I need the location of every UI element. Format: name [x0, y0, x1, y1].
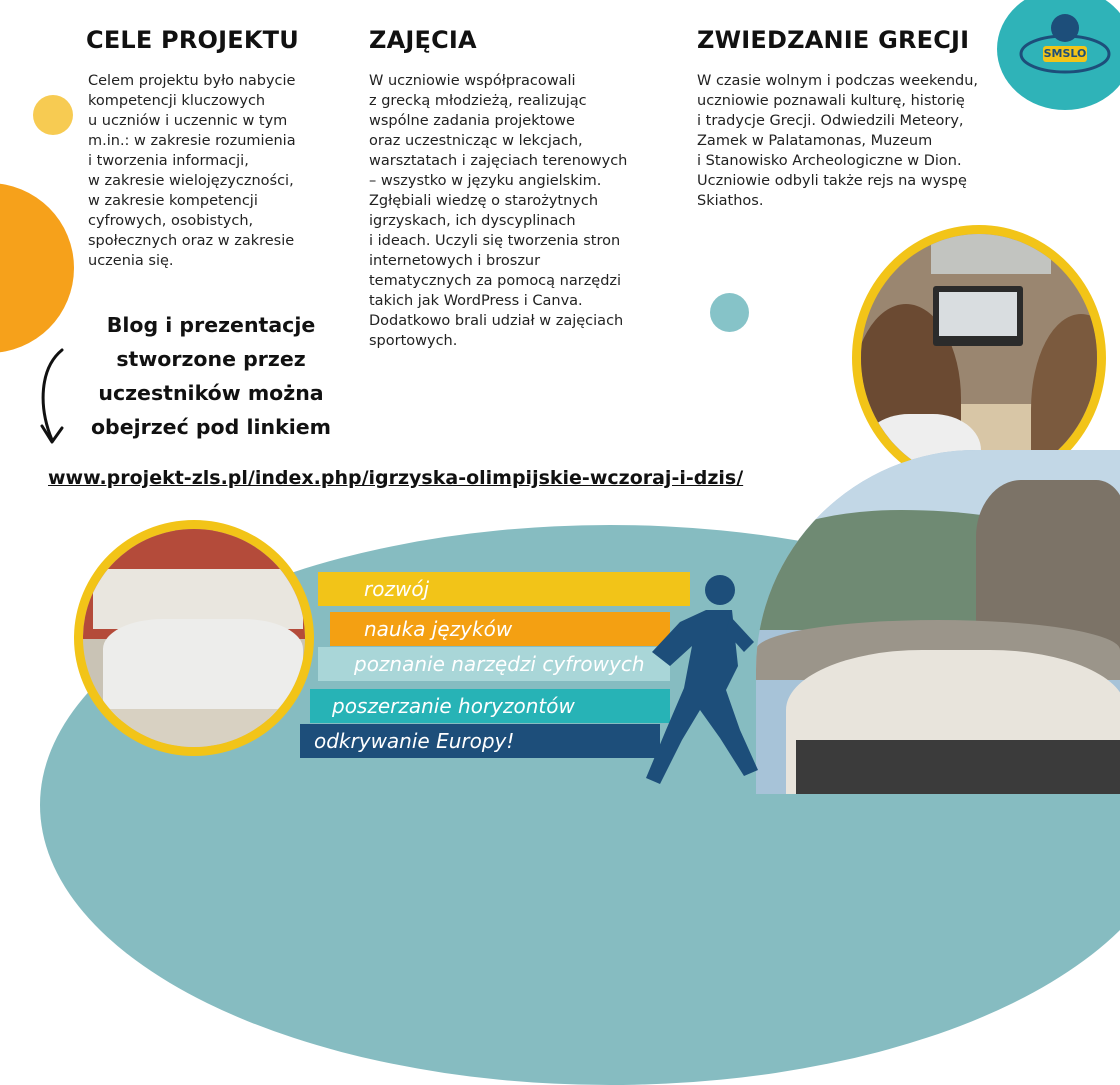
blog-note: Blog i prezentacje stworzone przez uczestników można obejrzeć pod linkiem — [90, 313, 332, 439]
sightseeing-title: ZWIEDZANIE GRECJI — [697, 26, 970, 54]
photo-laptop-screen — [939, 292, 1017, 336]
runner-silhouette-icon — [640, 570, 760, 794]
band-digital-tools-label: poznanie narzędzi cyfrowych — [354, 652, 645, 676]
photo-person-back — [931, 225, 1051, 274]
band-europe — [300, 724, 660, 758]
band-digital-tools — [318, 647, 670, 681]
classes-text: W uczniowie współpracowali z grecką młodzieżą, realizując wspólne zadania projektowe oraz uczestnicząc w lekcjach, warsztatach i zajęciach terenowych – wszystko w języku angielskim. Zgłębiali wiedzę o starożytnych igrzyskach, ich dyscyplinach i ideach. Uczyli się tworzenia stron internetowych i broszur tematycznych za pomocą narzędzi takich jak WordPress i Canva. Dodatkowo brali udział w zajęciach sportowych. — [369, 73, 628, 349]
band-europe-label: odkrywanie Europy! — [314, 729, 515, 753]
goals-text: Celem projektu było nabycie kompetencji kluczowych u uczniów i uczennic w tym m.in.: w zakresie rozumienia i tworzenia informacji, w zakresie wielojęzyczności, w zakresie kompetencji cyfrowych, osobistych, społecznych oraz w zakresie uczenia się. — [88, 73, 296, 269]
band-development-label: rozwój — [364, 577, 430, 601]
project-link[interactable]: www.projekt-zls.pl/index.php/igrzyska-olimpijskie-wczoraj-i-dzis/ — [48, 467, 744, 489]
band-horizons — [310, 689, 670, 723]
goals-title: CELE PROJEKTU — [86, 26, 299, 54]
band-horizons-label: poszerzanie horyzontów — [332, 694, 575, 718]
band-languages-label: nauka języków — [364, 617, 513, 641]
photo-group-school — [74, 520, 314, 756]
band-languages — [330, 612, 670, 646]
photo-meteora-group — [756, 450, 1120, 794]
photo-group-people — [103, 619, 303, 719]
decor-circle-orange — [0, 183, 74, 353]
curved-arrow-down-icon — [34, 346, 74, 450]
classes-title: ZAJĘCIA — [369, 26, 477, 54]
photo-crowd-shadow — [796, 740, 1120, 794]
logo-text: SMSLO — [1043, 47, 1087, 60]
decor-circle-yellow — [33, 95, 73, 135]
sightseeing-text: W czasie wolnym i podczas weekendu, uczniowie poznawali kulturę, historię i tradycje Grecji. Odwiedzili Meteory, Zamek w Palatamonas, Muzeum i Stanowisko Archeologiczne w Dion. Uczniowie odbyli także rejs na wyspę Skiathos. — [697, 73, 979, 209]
band-development — [318, 572, 690, 606]
decor-circle-teal-small — [710, 293, 749, 332]
